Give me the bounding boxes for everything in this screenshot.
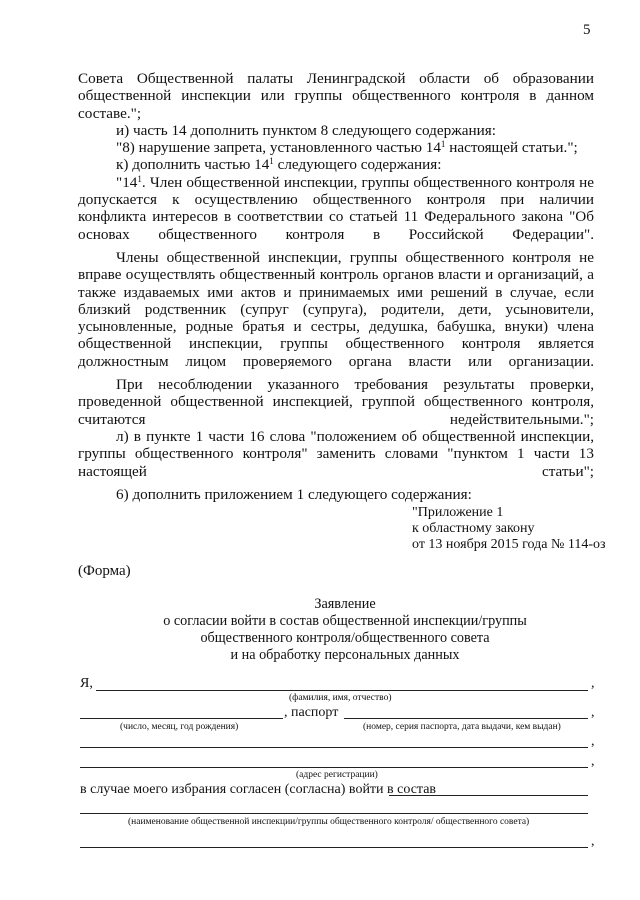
election-text: в случае моего избрания согласен (согласна) войти в состав (80, 782, 437, 797)
paragraph-council: Совета Общественной палаты Ленинградской области об образовании общественной инспекции или группы общественного контроля в данном составе."; (78, 70, 594, 122)
statement-subtitle-2: общественного контроля/общественного совета (200, 630, 490, 646)
fio-caption: (фамилия, имя, отчество) (289, 693, 392, 703)
paragraph-members: Члены общественной инспекции, группы общественного контроля не вправе осуществлять общественный контроль органов власти и организаций, а также издаваемых ими актов и принимаемых ими решений в случае, если близкий родственник (супруг (супруга), родители, дети, усыновители, усыновленные, родные братья и сестры, дедушка, бабушка, внуки) члена общественной инспекции, группы общественного контроля является должностным лицом проверяемого органа власти или организации. (78, 248, 594, 370)
paragraph-item-k: к) дополнить частью $14^1$ следующего содержания: (116, 156, 442, 174)
passport-comma: , (591, 705, 595, 720)
paragraph-item-l: л) в пункте 1 части 16 слова "положением об общественной инспекции, группы общественного контроля" заменить словами "пунктом 1 части 13 настоящей статьи"; (78, 427, 594, 480)
appendix-line-3: от 13 ноября 2015 года № 114-оз (412, 537, 606, 552)
passport-continued-line[interactable] (80, 747, 588, 748)
address-field-line[interactable] (80, 767, 588, 768)
fio-field-line[interactable] (96, 690, 588, 691)
address-caption: (адрес регистрации) (296, 770, 378, 780)
birth-date-field-line[interactable] (80, 718, 283, 719)
statement-title: Заявление (314, 596, 376, 612)
appendix-line-1: "Приложение 1 (412, 505, 504, 520)
passport-continued-comma: , (591, 734, 595, 749)
organization-continued-line[interactable] (80, 847, 588, 848)
organization-caption: (наименование общественной инспекции/группы общественного контроля/ общественного совета) (128, 817, 530, 827)
birth-date-caption: (число, месяц, год рождения) (120, 722, 239, 732)
form-ya-label: Я, (80, 676, 93, 691)
organization-field-line[interactable] (80, 813, 588, 814)
statement-title-block (140, 596, 550, 664)
form-label: (Форма) (78, 563, 131, 579)
passport-caption: (номер, серия паспорта, дата выдачи, кем выдан) (363, 722, 561, 732)
address-comma: , (591, 754, 595, 769)
election-field-line[interactable] (389, 795, 588, 796)
page-number: 5 (583, 22, 591, 38)
organization-comma: , (591, 834, 595, 849)
paragraph-item-8: "8) нарушение запрета, установленного частью $14^1$ настоящей статьи."; (116, 139, 578, 157)
paragraph-item-6: 6) дополнить приложением 1 следующего содержания: (116, 485, 472, 503)
paragraph-item-i: и) часть 14 дополнить пунктом 8 следующего содержания: (116, 121, 496, 139)
appendix-header (412, 505, 606, 553)
passport-label: , паспорт (284, 705, 339, 720)
appendix-line-2: к областному закону (412, 521, 535, 536)
statement-subtitle-3: и на обработку персональных данных (230, 647, 460, 663)
statement-subtitle-1: о согласии войти в состав общественной инспекции/группы (163, 613, 527, 629)
paragraph-14-1: "$14^1$. Член общественной инспекции, группы общественного контроля не допускается к осуществлению общественного контроля при наличии конфликта интересов в соответствии со статьей 11 Федерального закона "Об основах общественного контроля в Российской Федерации". (78, 173, 594, 243)
fio-comma: , (591, 676, 595, 691)
paragraph-noncompliance: При несоблюдении указанного требования результаты проверки, проведенной общественной инспекцией, группой общественного контроля, считаются недействительными."; (78, 376, 594, 428)
passport-field-line[interactable] (344, 718, 588, 719)
body-text (78, 70, 594, 503)
